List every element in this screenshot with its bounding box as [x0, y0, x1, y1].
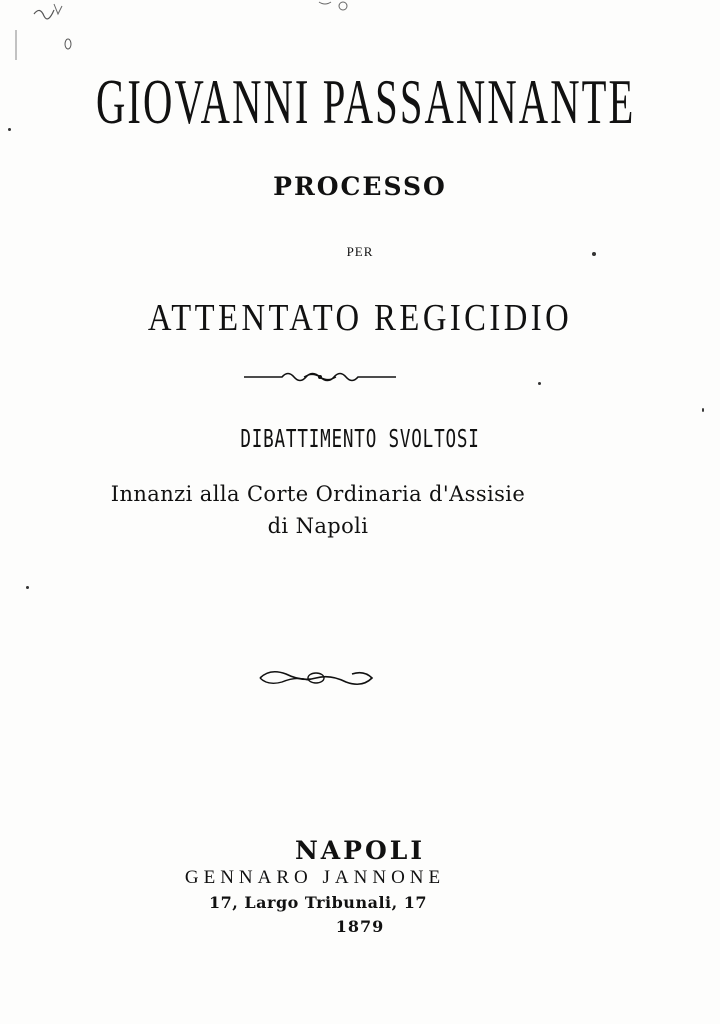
imprint-city: NAPOLI	[294, 836, 426, 865]
connector-word: PER	[346, 244, 374, 259]
subtitle: PROCESSO	[273, 172, 447, 201]
print-speck	[702, 408, 704, 412]
imprint-address: 17, Largo Tribunali, 17	[208, 893, 427, 912]
section-heading: DIBATTIMENTO SVOLTOSI	[240, 425, 480, 454]
handwritten-scribble	[14, 0, 354, 60]
court-line: Innanzi alla Corte Ordinaria d'Assisie	[110, 482, 526, 506]
print-speck	[8, 128, 11, 131]
print-speck	[538, 382, 541, 385]
flourish-ornament	[242, 366, 398, 388]
print-speck	[592, 252, 596, 256]
court-city: di Napoli	[267, 514, 369, 538]
print-speck	[26, 586, 29, 589]
subject-title: ATTENTATO REGICIDIO	[147, 297, 573, 339]
imprint-year: 1879	[335, 917, 385, 936]
imprint-publisher: GENNARO JANNONE	[184, 867, 446, 888]
flourish-ornament	[256, 664, 376, 692]
main-title: GIOVANNI PASSANNANTE	[96, 65, 636, 138]
